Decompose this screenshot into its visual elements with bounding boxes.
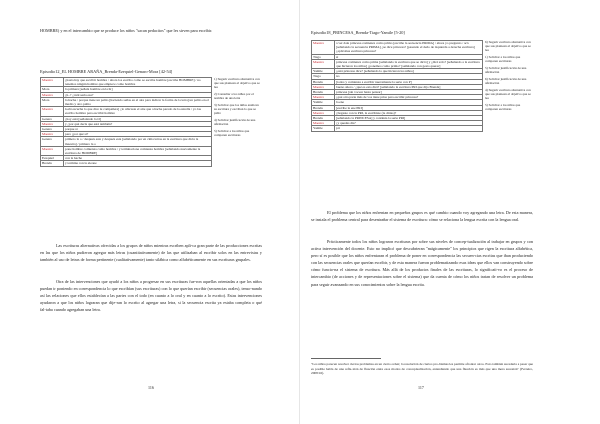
transcript-row <box>312 59 483 68</box>
margin-note: 4) Solicitar justificación de una afirmación <box>214 118 256 126</box>
speaker-cell: Maestra <box>312 84 335 89</box>
speaker-cell: Brenda <box>312 90 335 95</box>
utterance-cell: [todos y comienza a escribir nuevamente la serie con P] <box>335 79 483 84</box>
right-page-number: 117 <box>418 385 424 390</box>
transcript-row <box>41 107 212 116</box>
speaker-cell: Genaro <box>41 137 64 146</box>
speaker-cell: Yamile <box>312 69 335 74</box>
footnote: "Los niños parecen resolver ciertos problemas en un cierto orden; la resolución de ciertos pro‑blemas les permite afrontar otros. Esto también sucedería a pesar que es posible habla de una refle‑xión de fluación entre esos modos de conceptualización, entendiendo que una fluación es más que una mera sucesión" (Ferreiro, 2008:16). <box>311 362 533 376</box>
right-notes <box>485 40 533 114</box>
utterance-cell: [señalando la PRINCESA] y continúa la serie PRI] <box>335 116 483 121</box>
transcript-row <box>312 41 483 55</box>
right-episode-title: Episodio18_PRINCESA_Brenda-Tiago-Yamile [5-20] <box>311 30 405 35</box>
utterance-cell: princesa [sin vocear hasta pensar] <box>335 90 483 95</box>
utterance-cell: [escribe la ene PRI] <box>335 105 483 110</box>
speaker-cell: Ezequiel <box>41 156 64 161</box>
right-page <box>300 0 600 424</box>
speaker-cell: Maestra <box>312 110 335 115</box>
transcript-row <box>41 137 212 146</box>
speaker-cell: Brenda <box>312 79 335 84</box>
left-episode-title: Episodio12_EL HOMBRE ARAÑA_Brenda-Ezequiel-Genaro-Mora [42-54] <box>40 69 173 74</box>
margin-note: 1) Solicitar a los niños que comparen escrituras <box>485 55 521 63</box>
speaker-cell: Maestra <box>41 92 64 97</box>
left-intro: HOMBRE) y en el intercambio que se produce los niños "sacan pedacitos" que les sirven para escribir. <box>40 28 213 33</box>
margin-note: 2) Consultar a los niños por el nombre de una letra <box>214 92 254 100</box>
margin-note: 6) Sugerir escritura alternativa con que sus plantean el objetivo que se lea <box>485 40 531 52</box>
utterance-cell: sí <box>335 54 483 59</box>
margin-note: 5) Solicitar a los niños que comparen escrituras <box>214 129 250 137</box>
transcript-row <box>41 146 212 155</box>
utterance-cell: porque sí <box>64 127 212 132</box>
speaker-cell: Tiago <box>312 54 335 59</box>
footnote-rule <box>311 358 381 359</box>
utterance-cell: pone hombre comienza como hombre / y terminacione comienza hombre [señalando nuevamente la escritura de HOMBRE] <box>64 146 212 155</box>
speaker-cell: Maestra <box>41 78 64 87</box>
margin-note: 5) Solicitar justificación de una afirmación <box>485 66 527 74</box>
margin-note: 6) Solicitar justificación de una afirmación <box>485 77 527 85</box>
transcript-row <box>41 161 212 166</box>
utterance-cell: ¿h..? ¿cuál sería esa? <box>64 92 212 97</box>
right-transcript-table <box>311 40 483 132</box>
speaker-cell: Tiago <box>312 74 335 79</box>
speaker-cell: Maestra <box>41 121 64 126</box>
utterance-cell: ¿y quedas dis? <box>335 121 483 126</box>
left-transcript-table <box>40 77 212 167</box>
utterance-cell: pri <box>335 126 483 131</box>
speaker-cell: Maestra <box>41 132 64 137</box>
transcript-row <box>41 97 212 106</box>
speaker-cell: Maestra <box>312 41 335 55</box>
utterance-cell: princesa comienza como prima [señalando la escritura que se dictó] y ¿dirá sólo? [señalando a la escritura que hicieron los niños] ¿ponemos como primo? [señalando con gesto querer] <box>335 59 483 68</box>
speaker-cell: Genaro <box>41 116 64 121</box>
speaker-cell: Maestra <box>41 107 64 116</box>
speaker-cell: Maestra <box>312 59 335 68</box>
utterance-cell: la primera [señala hombre en la ht] <box>64 87 212 92</box>
transcript-row <box>41 78 212 87</box>
speaker-cell: Maestra <box>312 95 335 100</box>
utterance-cell: no <box>335 74 483 79</box>
speaker-cell: Yamile <box>312 126 335 131</box>
utterance-cell: la hache / porque tiene un palito [haciendo señas en el aire para indicar la forma de la letra] un palito en el medio y otro palito <box>64 97 212 106</box>
utterance-cell: ¿qué otra parte más de vos tiene prisa para escribir princesa? <box>335 95 483 100</box>
utterance-cell: ¿hoy está [señalando la O] <box>64 116 212 121</box>
utterance-cell: pero ¿por qué sí? <box>64 132 212 137</box>
left-notes <box>214 77 262 140</box>
margin-note: 5) Solicitar a los niños que comparen escrituras <box>485 103 521 111</box>
margin-note: 4) Sugerir escritura alternativa con que sus plantean el objetivo que se lea <box>485 88 531 100</box>
utterance-cell: y termina con la eleone <box>64 161 212 166</box>
utterance-cell: ¿llegaste con la PRI, la escribiste (le dirías)? <box>335 110 483 115</box>
utterance-cell: y ¿por qué decís que está también? <box>64 121 212 126</box>
speaker-cell: Mora <box>41 87 64 92</box>
margin-note: 3) Solicitar que los niños analicen su escritura y escriban lo que se pidió <box>214 103 259 115</box>
speaker-cell: Genaro <box>41 127 64 132</box>
utterance-cell: ¿hasta hay que escribir hombre / ahora los escribo como se escribe hombre [escribe HOMBRE] / no tenemos ningún hombre que empiece como hombre <box>64 78 212 87</box>
speaker-cell: Maestra <box>41 146 64 155</box>
speaker-cell: Brenda <box>41 161 64 166</box>
utterance-cell: bueno ahora / ¿qué es esto dirá? [señalando la escritura PRI que dijo Brenda] <box>335 84 483 89</box>
utterance-cell: ¿está princesa dice? [señalando lo que hicieron los niños] <box>335 69 483 74</box>
speaker-cell: Brenda <box>312 116 335 121</box>
transcript-row <box>312 126 483 131</box>
left-paragraph-1: Las escrituras alternativas ofrecidas a los grupos de niños mientras escriben apli‑ca gran parte de las producciones escritas en las que los niños pudieron agregar más letras (cuantitativamente) de las que utilizaban al escribir solos en las entrevistas y también al uso de letras de forma pertinente (cualitativamente) tanto silábica como alfabéticamente en sus escrituras grupales. <box>40 243 262 263</box>
speaker-cell: Mora <box>41 97 64 106</box>
left-page-number: 116 <box>148 385 154 390</box>
right-paragraph-2: Prácticamente todos los niños lograron escrituras por sobre sus niveles de concep‑tualización al trabajar en grupos y con activa intervención del docente. Esto no implicó que descubrieran "mágicamente" los principios que rigen la escritura alfabética, pero sí es posible que los niños enfrentaran el problema de poner en correspondencia las secuen‑cias escritas que iban produciendo con las secuencias orales que querían escribir, y de esta manera fueron problematizando esas ideas que ellos van construyendo sobre cómo funcio‑na el sistema de escritura. Más allá de los productos finales de las escrituras, lo significati‑vo es el proceso de intercambio (de acciones y de representaciones sobre el sistema) que da cuenta de cómo los niños tratan de resolver un problema para seguir avanzando en sus conocimientos sobre la lengua escrita. <box>311 239 533 287</box>
utterance-cell: con la hache <box>64 156 212 161</box>
margin-note: 1) Sugerir escritura alternativa con que sus plantean el objetivo que se lea <box>214 77 260 89</box>
utterance-cell: a ver dale princesa comienza como primo [escribe la secuencia PRIMA] / ahora yo pregunto / acá [señalando la secuencia PRIMA] ¿se dice princesa? [pasando el dedo de izquierda a derecha escritura] ¿aplicabas escritura princesa? <box>335 41 483 55</box>
utterance-cell: Gabi escucha lo que dice tu compañera] ¿lo ubicaste el aire que a hache parado de la estrella / yo las escribo hombre para escribir hombre <box>64 107 212 116</box>
utterance-cell: primero la o / después esta y después esta [señalando por en cima letras en la escritura que dicta la maestra] / primero la o <box>64 137 212 146</box>
left-paragraph-2: Otra de las intervenciones que ayudó a los niños a progresar en sus escrituras fue‑ron aquellas orientadas a que los niños puedan ir poniendo en correspondencia lo que escribían (sus escrituras) con lo que querían escribir (secuencias orales), tenso‑nando así las relaciones que ellos establecían a las partes con el todo (en cuanto a lo oral y en cuanto a lo escrito). Estas intervenciones ayudaron a que los niños lograran que dije‑ran lo escrito al agregar una letra, si la secuencia escrita ya estaba completa o qué fal‑taba cuando agregaban una letra. <box>40 279 262 313</box>
right-paragraph-1: El problema que los niños enfrentan en pequeños grupos es qué cambio cuando voy agregando una letra. De esta manera, se instala el problema central para desentrañar el sistema de escritura: cómo se relaciona la lengua escrita con la lengua oral. <box>311 210 533 223</box>
speaker-cell: Maestra <box>312 121 335 126</box>
speaker-cell: Yamile <box>312 100 335 105</box>
utterance-cell: la ene <box>335 100 483 105</box>
speaker-cell: Brenda <box>312 105 335 110</box>
